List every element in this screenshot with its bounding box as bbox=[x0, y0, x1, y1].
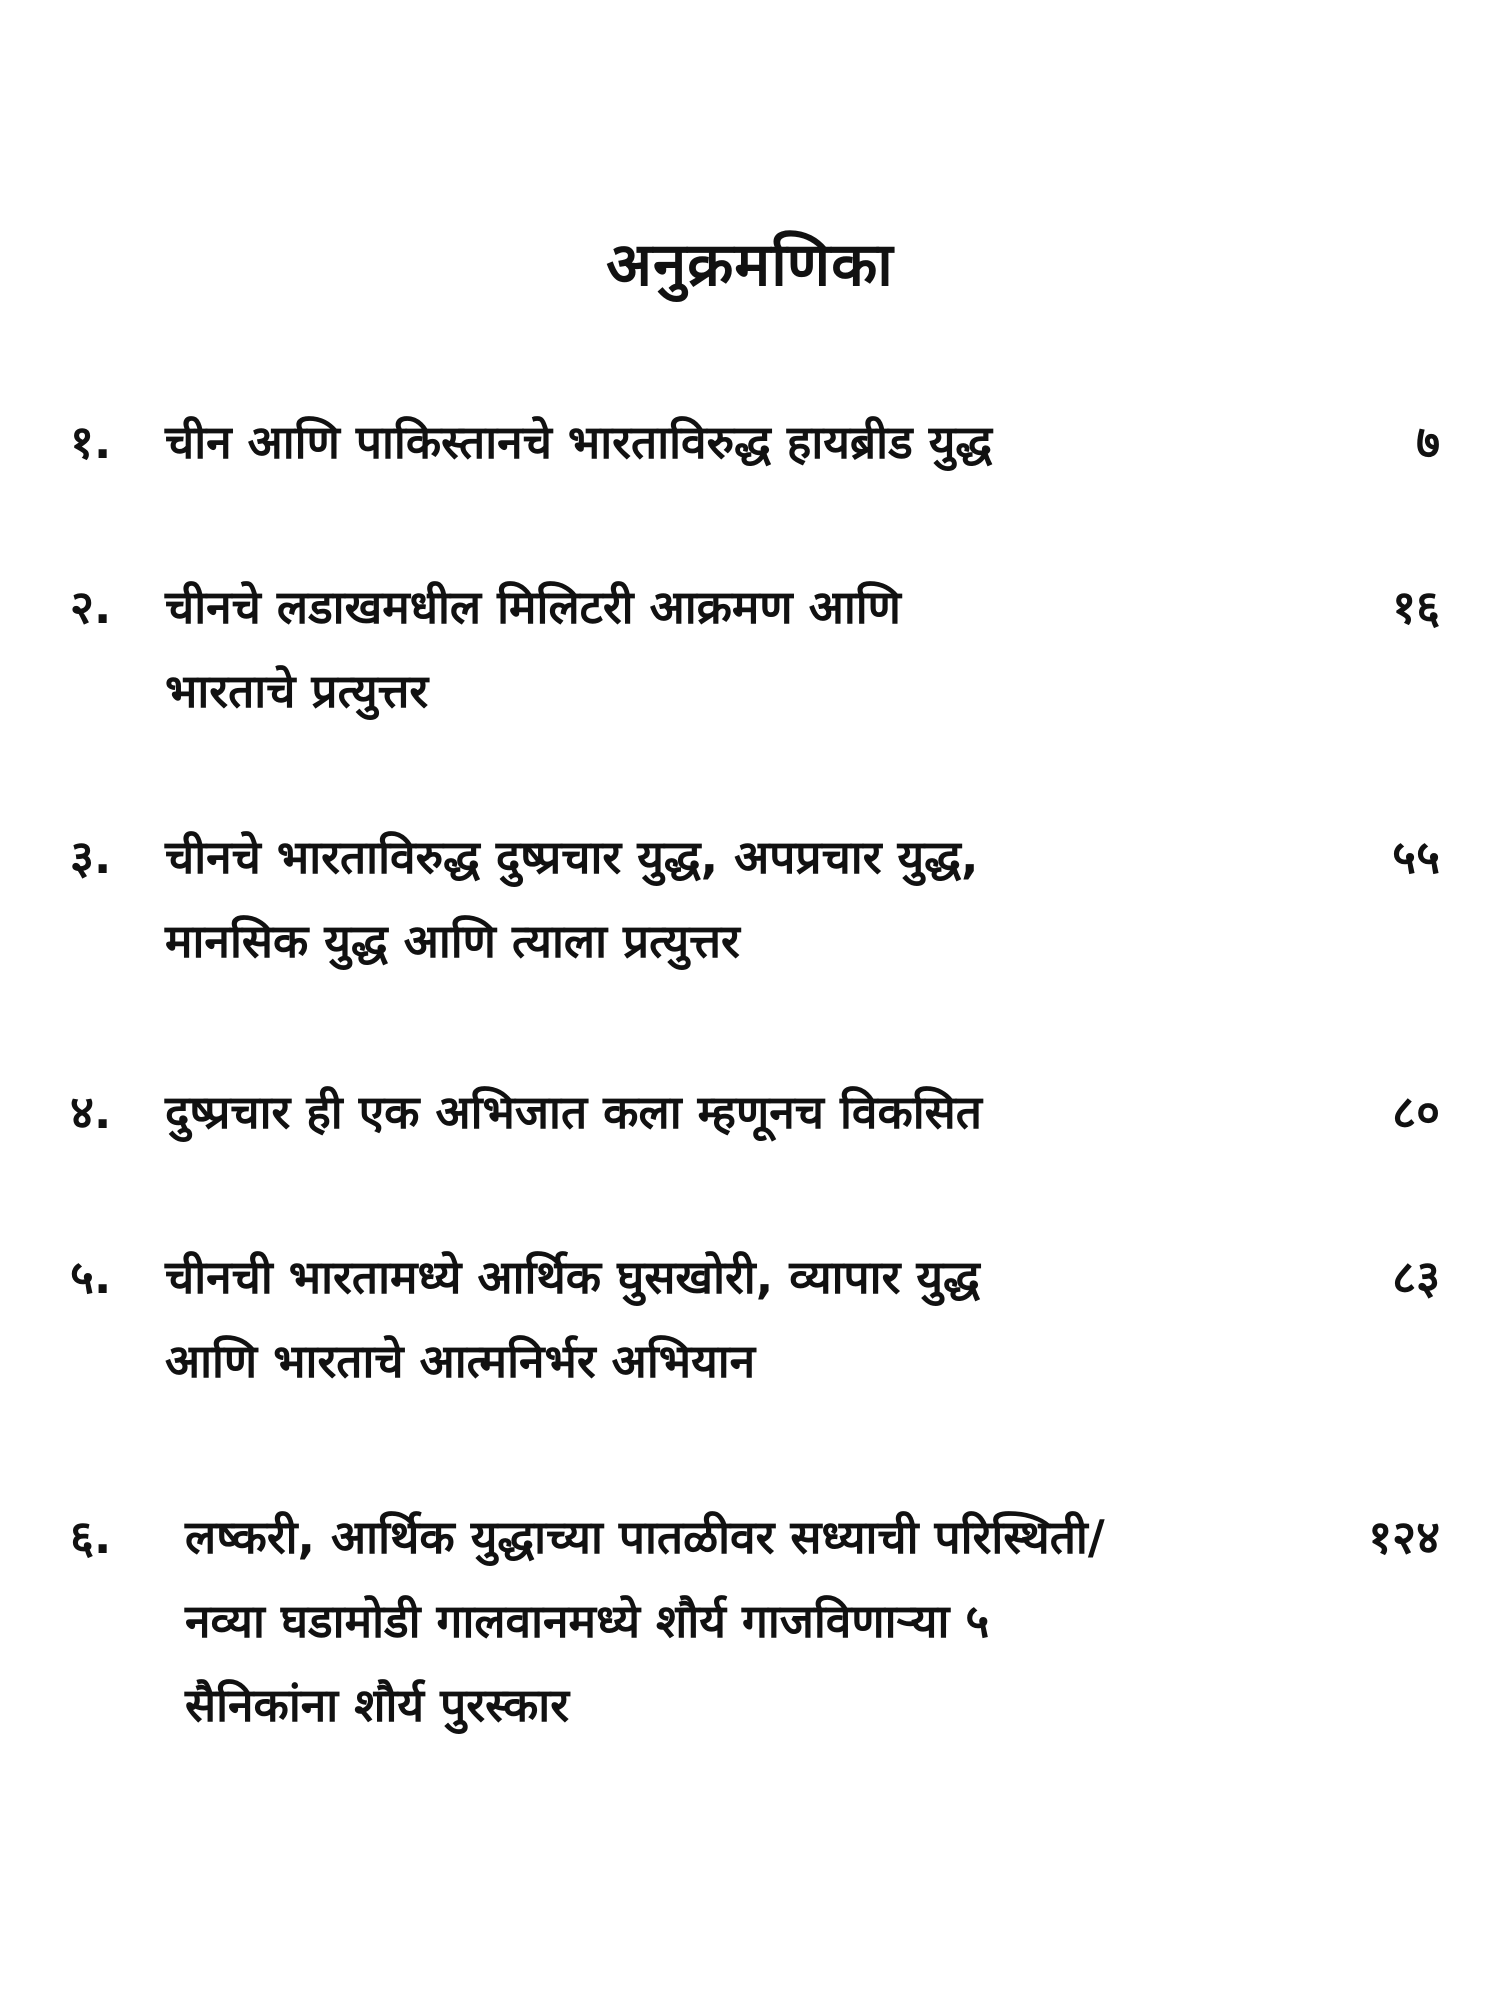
entry-title-line: आणि भारताचे आत्मनिर्भर अभियान bbox=[165, 1334, 756, 1388]
entry-title bbox=[165, 1070, 1225, 1154]
entry-page-number: १२४ bbox=[1368, 1510, 1440, 1564]
entry-title-line: चीनची भारतामध्ये आर्थिक घुसखोरी, व्यापार युद्ध bbox=[165, 1250, 980, 1304]
entry-number: १. bbox=[70, 415, 112, 469]
entry-title-line: नव्या घडामोडी गालवानमध्ये शौर्य गाजविणाऱ्या ५ bbox=[185, 1594, 990, 1648]
entry-number: ४. bbox=[70, 1085, 112, 1139]
entry-title-line: मानसिक युद्ध आणि त्याला प्रत्युत्तर bbox=[165, 914, 740, 968]
entry-title-line: चीनचे भारताविरुद्ध दुष्प्रचार युद्ध, अपप्रचार युद्ध, bbox=[165, 830, 979, 884]
entry-title-line: लष्करी, आर्थिक युद्धाच्या पातळीवर सध्याची परिस्थिती/ bbox=[185, 1510, 1105, 1564]
entry-title-line: दुष्प्रचार ही एक अभिजात कला म्हणूनच विकसित bbox=[165, 1085, 982, 1139]
entry-number: ५. bbox=[70, 1250, 112, 1304]
entry-title bbox=[165, 400, 1225, 484]
entry-title-line: चीन आणि पाकिस्तानचे भारताविरुद्ध हायब्रीड युद्ध bbox=[165, 415, 993, 469]
entry-title-line: भारताचे प्रत्युत्तर bbox=[165, 664, 429, 718]
entry-page-number: ७ bbox=[1416, 415, 1440, 469]
entry-title-line: सैनिकांना शौर्य पुरस्कार bbox=[185, 1678, 570, 1732]
entry-number: ३. bbox=[70, 830, 112, 884]
entry-title bbox=[165, 815, 1225, 983]
entry-page-number: ८० bbox=[1392, 1085, 1440, 1139]
entry-number: ६. bbox=[70, 1510, 112, 1564]
entry-page-number: १६ bbox=[1392, 580, 1440, 634]
entry-title bbox=[185, 1495, 1315, 1747]
entry-title-line: चीनचे लडाखमधील मिलिटरी आक्रमण आणि bbox=[165, 580, 901, 634]
entry-number: २. bbox=[70, 580, 112, 634]
entry-page-number: ५५ bbox=[1392, 830, 1440, 884]
entry-page-number: ८३ bbox=[1392, 1250, 1440, 1304]
page-title: अनुक्रमणिका bbox=[606, 230, 894, 300]
entry-title bbox=[165, 1235, 1225, 1403]
entry-title bbox=[165, 565, 1225, 733]
